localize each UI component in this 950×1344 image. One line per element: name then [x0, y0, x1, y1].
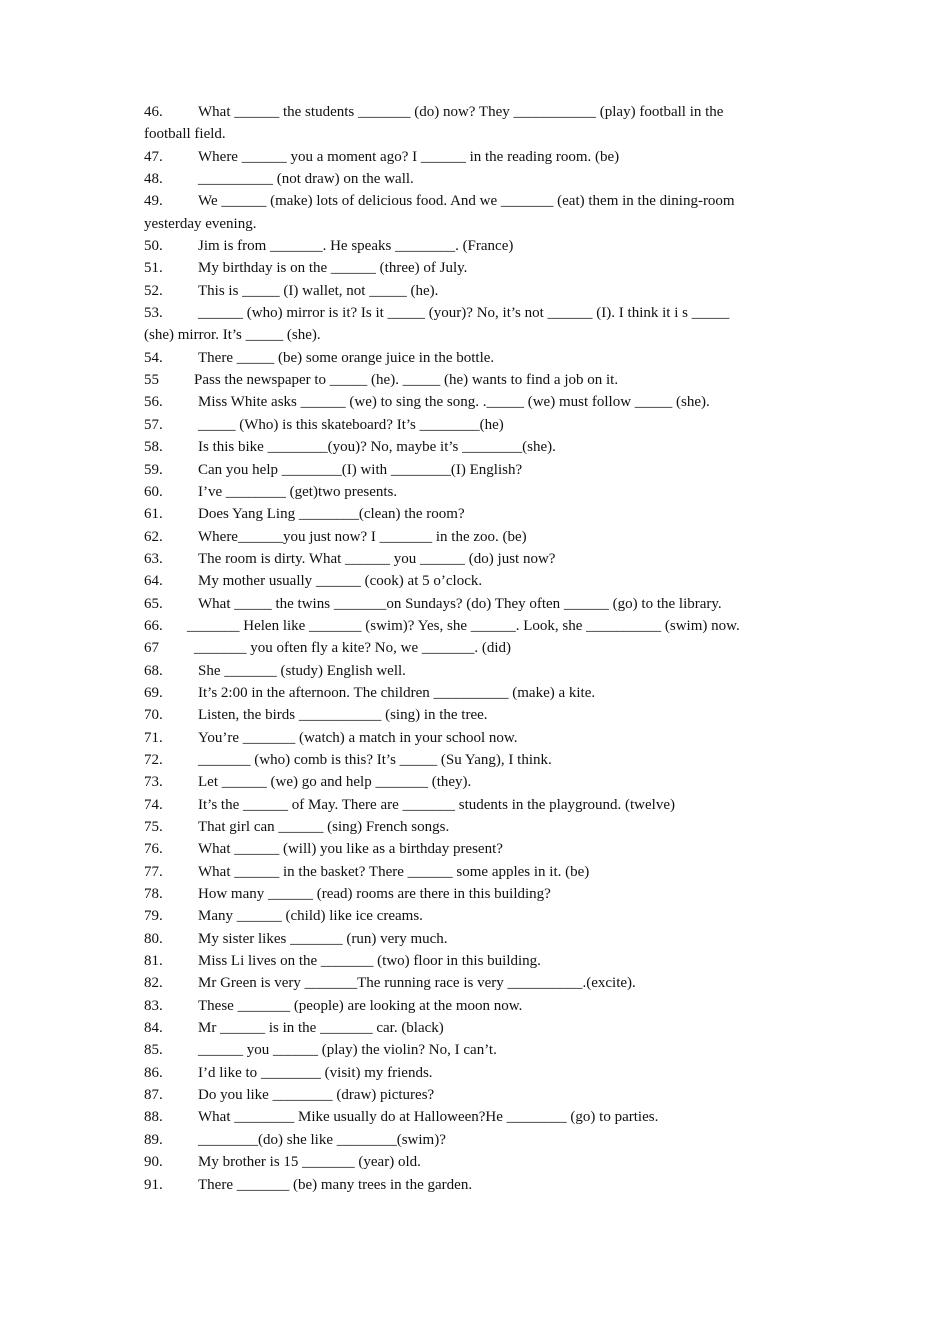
- item-text: Jim is from _______. He speaks ________. (France): [198, 238, 514, 255]
- item-text: Do you like ________ (draw) pictures?: [198, 1087, 435, 1104]
- item-text: Let ______ (we) go and help _______ (they).: [198, 774, 472, 791]
- item-text-continuation: football field.: [144, 126, 226, 143]
- item-text: Mr Green is very _______The running race is very __________.(excite).: [198, 975, 636, 992]
- item-text: There _____ (be) some orange juice in the bottle.: [198, 349, 495, 366]
- item-number: 83.: [144, 997, 163, 1014]
- item-text: How many ______ (read) rooms are there in this building?: [198, 886, 551, 903]
- item-text: She _______ (study) English well.: [198, 662, 406, 679]
- exercise-item: [144, 749, 814, 771]
- item-number: 91.: [144, 1176, 163, 1193]
- exercise-item: [144, 972, 814, 994]
- exercise-item: [144, 928, 814, 950]
- exercise-item: [144, 704, 814, 726]
- exercise-item: [144, 459, 814, 481]
- item-number: 57.: [144, 416, 163, 433]
- item-number: 69.: [144, 684, 163, 701]
- item-number: 78.: [144, 886, 163, 903]
- item-number: 68.: [144, 662, 163, 679]
- item-number: 49.: [144, 193, 163, 210]
- exercise-item: [144, 146, 814, 168]
- item-number: 86.: [144, 1064, 163, 1081]
- item-number: 81.: [144, 953, 163, 970]
- exercise-item: [144, 369, 814, 391]
- item-number: 50.: [144, 238, 163, 255]
- exercise-item: [144, 391, 814, 413]
- item-number: 51.: [144, 260, 163, 277]
- item-text: _______ you often fly a kite? No, we _______. (did): [194, 640, 512, 657]
- item-text: ______ you ______ (play) the violin? No, I can’t.: [198, 1042, 497, 1059]
- item-text: What ______ (will) you like as a birthday present?: [198, 841, 503, 858]
- item-text: Miss Li lives on the _______ (two) floor in this building.: [198, 953, 541, 970]
- exercise-item: [144, 1129, 814, 1151]
- item-number: 59.: [144, 461, 163, 478]
- item-number: 52.: [144, 282, 163, 299]
- item-number: 73.: [144, 774, 163, 791]
- item-number: 67: [144, 640, 159, 657]
- item-number: 75.: [144, 819, 163, 835]
- item-number: 90.: [144, 1154, 163, 1171]
- exercise-item: [144, 168, 814, 190]
- exercise-item: [144, 615, 814, 637]
- item-text: I’d like to ________ (visit) my friends.: [198, 1064, 433, 1081]
- item-text: There _______ (be) many trees in the garden.: [198, 1176, 473, 1193]
- item-number: 82.: [144, 975, 163, 992]
- exercise-item: [144, 1151, 814, 1173]
- exercise-item: [144, 436, 814, 458]
- item-number: 76.: [144, 841, 163, 858]
- item-number: 58.: [144, 439, 163, 456]
- item-number: 47.: [144, 148, 163, 165]
- item-text: Where ______ you a moment ago? I ______ in the reading room. (be): [198, 148, 620, 165]
- exercise-item: [144, 414, 814, 436]
- item-number: 84.: [144, 1020, 163, 1037]
- exercise-item: [144, 838, 814, 860]
- item-text: _______ (who) comb is this? It’s _____ (Su Yang), I think.: [198, 751, 552, 768]
- item-text: The room is dirty. What ______ you ______ (do) just now?: [198, 550, 556, 567]
- exercise-item: [144, 727, 814, 749]
- item-number: 53.: [144, 305, 163, 322]
- item-text: Does Yang Ling ________(clean) the room?: [198, 506, 465, 523]
- exercise-item: [144, 1017, 814, 1039]
- item-number: 71.: [144, 729, 163, 746]
- exercise-item: [144, 481, 814, 503]
- item-number: 87.: [144, 1087, 163, 1104]
- item-text: This is _____ (I) wallet, not _____ (he).: [198, 282, 439, 299]
- exercise-item: [144, 905, 814, 927]
- item-text: Can you help ________(I) with ________(I) English?: [198, 461, 523, 478]
- item-number: 62.: [144, 528, 163, 545]
- item-number: 66.: [144, 617, 163, 634]
- item-number: 65.: [144, 595, 163, 612]
- item-number: 72.: [144, 751, 163, 768]
- item-number: 80.: [144, 930, 163, 947]
- item-number: 85.: [144, 1042, 163, 1059]
- item-number: 60.: [144, 483, 163, 500]
- exercise-item: [144, 1106, 814, 1128]
- item-text: We ______ (make) lots of delicious food. And we _______ (eat) them in the dining-room: [198, 193, 735, 210]
- exercise-item: [144, 682, 814, 704]
- item-text-continuation: yesterday evening.: [144, 215, 257, 232]
- item-number: 74.: [144, 796, 163, 813]
- item-text: ______ (who) mirror is it? Is it _____ (your)? No, it’s not ______ (I). I think it i s _____: [198, 305, 730, 322]
- item-number: 63.: [144, 550, 163, 567]
- item-text: ________(do) she like ________(swim)?: [198, 1131, 446, 1148]
- item-text: Many ______ (child) like ice creams.: [198, 908, 423, 925]
- exercise-item: [144, 995, 814, 1017]
- exercise-item: [144, 235, 814, 257]
- exercise-item: [144, 593, 814, 615]
- item-text: That girl can ______ (sing) French songs.: [198, 819, 450, 835]
- item-text: My sister likes _______ (run) very much.: [198, 930, 448, 947]
- item-number: 79.: [144, 908, 163, 925]
- item-number: 61.: [144, 506, 163, 523]
- item-number: 55: [144, 372, 159, 389]
- exercise-item: [144, 503, 814, 525]
- item-number: 54.: [144, 349, 163, 366]
- exercise-item: [144, 347, 814, 369]
- item-text: You’re _______ (watch) a match in your school now.: [198, 729, 518, 746]
- item-number: 70.: [144, 707, 163, 724]
- exercise-item: [144, 526, 814, 548]
- exercise-item: [144, 1084, 814, 1106]
- exercise-page: [144, 101, 814, 1196]
- exercise-item: [144, 950, 814, 972]
- item-number: 56.: [144, 394, 163, 411]
- exercise-item: [144, 1039, 814, 1061]
- item-text: Is this bike ________(you)? No, maybe it’s ________(she).: [198, 439, 556, 456]
- item-text: My mother usually ______ (cook) at 5 o’clock.: [198, 573, 483, 590]
- item-number: 46.: [144, 104, 163, 120]
- exercise-item: [144, 302, 814, 324]
- exercise-item: [144, 660, 814, 682]
- exercise-item: [144, 794, 814, 816]
- item-text-continuation: (she) mirror. It’s _____ (she).: [144, 327, 321, 344]
- exercise-item: [144, 570, 814, 592]
- item-text: Miss White asks ______ (we) to sing the song. ._____ (we) must follow _____ (she).: [198, 394, 710, 411]
- exercise-item: [144, 257, 814, 279]
- item-text: __________ (not draw) on the wall.: [198, 171, 414, 188]
- item-text: _______ Helen like _______ (swim)? Yes, she ______. Look, she __________ (swim) now.: [187, 617, 740, 634]
- item-text: _____ (Who) is this skateboard? It’s ________(he): [198, 416, 504, 433]
- item-text: My birthday is on the ______ (three) of July.: [198, 260, 468, 277]
- item-text: These _______ (people) are looking at the moon now.: [198, 997, 523, 1014]
- item-text: What ______ in the basket? There ______ some apples in it. (be): [198, 863, 590, 880]
- item-number: 48.: [144, 171, 163, 188]
- item-text: Pass the newspaper to _____ (he). _____ (he) wants to find a job on it.: [194, 372, 619, 389]
- exercise-item: [144, 861, 814, 883]
- item-number: 88.: [144, 1109, 163, 1126]
- item-text: What ________ Mike usually do at Halloween?He ________ (go) to parties.: [198, 1109, 659, 1126]
- exercise-item: [144, 190, 814, 212]
- item-text: Listen, the birds ___________ (sing) in the tree.: [198, 707, 488, 724]
- exercise-item: [144, 101, 814, 123]
- item-text: It’s 2:00 in the afternoon. The children __________ (make) a kite.: [198, 684, 596, 701]
- item-text: Mr ______ is in the _______ car. (black): [198, 1020, 444, 1037]
- exercise-item: [144, 1062, 814, 1084]
- exercise-item: [144, 548, 814, 570]
- exercise-item: [144, 816, 814, 838]
- exercise-item: [144, 771, 814, 793]
- item-text: Where______you just now? I _______ in the zoo. (be): [198, 528, 527, 545]
- item-number: 64.: [144, 573, 163, 590]
- exercise-item: [144, 637, 814, 659]
- item-text: I’ve ________ (get)two presents.: [198, 483, 398, 500]
- item-text: It’s the ______ of May. There are _______ students in the playground. (twelve): [198, 796, 675, 813]
- item-text: My brother is 15 _______ (year) old.: [198, 1154, 421, 1171]
- exercise-item: [144, 1174, 814, 1196]
- item-number: 89.: [144, 1131, 163, 1148]
- item-number: 77.: [144, 863, 163, 880]
- exercise-item: [144, 280, 814, 302]
- item-text: What ______ the students _______ (do) now? They ___________ (play) football in the: [198, 104, 724, 120]
- item-text: What _____ the twins _______on Sundays? (do) They often ______ (go) to the library.: [198, 595, 722, 612]
- exercise-item: [144, 883, 814, 905]
